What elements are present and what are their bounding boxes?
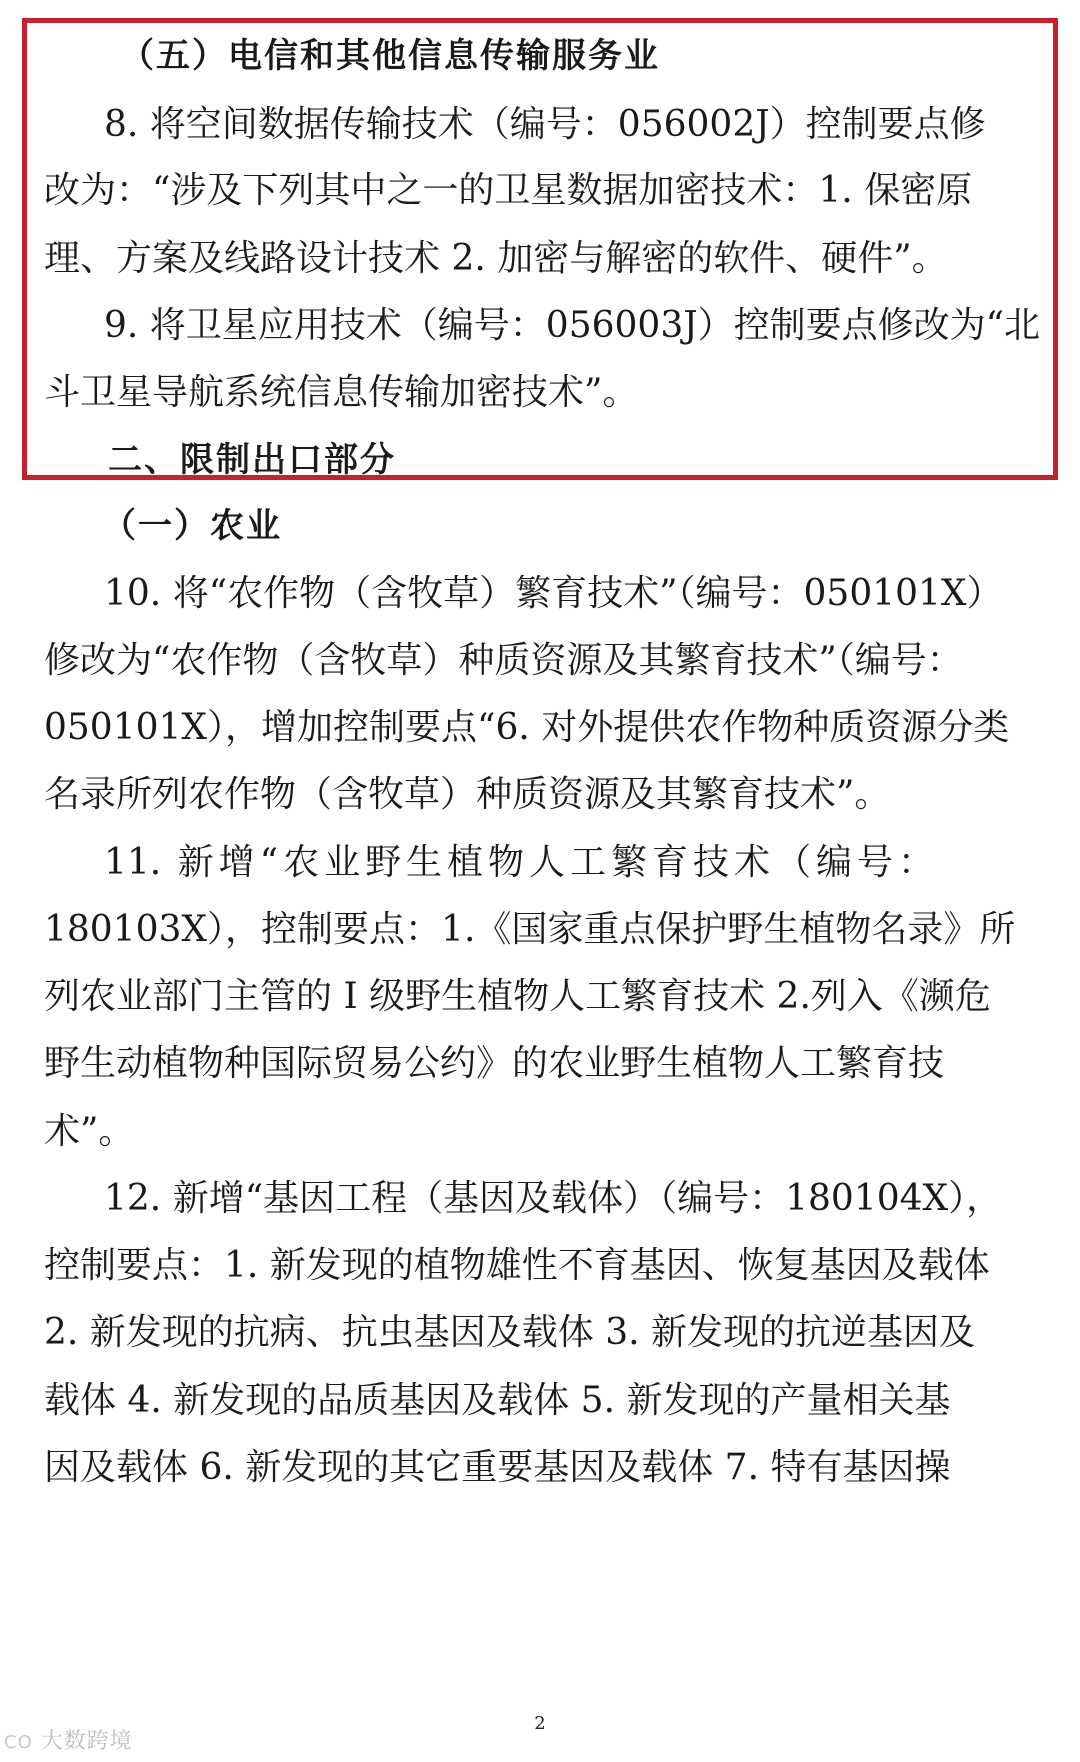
- item-12-line-5: 因及载体 6. 新发现的其它重要基因及载体 7. 特有基因操: [44, 1447, 951, 1488]
- item-8-line-1: 8. 将空间数据传输技术（编号：056002J）控制要点修: [104, 104, 986, 145]
- item-11-line-3: 列农业部门主管的 I 级野生植物人工繁育技术 2.列入《濒危: [44, 976, 991, 1017]
- item-9-line-1: 9. 将卫星应用技术（编号：056003J）控制要点修改为“北: [104, 305, 1041, 346]
- item-11-line-1: 11. 新增“农业野生植物人工繁育技术（编号：: [104, 842, 934, 883]
- item-12-line-3: 2. 新发现的抗病、抗虫基因及载体 3. 新发现的抗逆基因及: [44, 1312, 976, 1353]
- part-heading-restricted-export: 二、限制出口部分: [108, 440, 396, 480]
- watermark-text: 大数跨境: [40, 1729, 133, 1754]
- item-8-line-2: 改为：“涉及下列其中之一的卫星数据加密技术：1. 保密原: [44, 170, 973, 211]
- item-10-line-2: 修改为“农作物（含牧草）种质资源及其繁育技术”（编号：: [44, 640, 963, 681]
- item-11-line-2: 180103X），控制要点：1.《国家重点保护野生植物名录》所: [44, 909, 1016, 950]
- section-heading-telecom: （五）电信和其他信息传输服务业: [120, 36, 660, 76]
- item-12-line-4: 载体 4. 新发现的品质基因及载体 5. 新发现的产量相关基: [44, 1380, 951, 1421]
- section-heading-agriculture: （一）农业: [102, 506, 282, 546]
- watermark-logo-icon: CO: [4, 1732, 33, 1753]
- item-10-line-3: 050101X），增加控制要点“6. 对外提供农作物种质资源分类: [44, 707, 1010, 748]
- watermark: [4, 1724, 133, 1755]
- item-11-line-5: 术”。: [44, 1111, 135, 1152]
- item-8-line-3: 理、方案及线路设计技术 2. 加密与解密的软件、硬件”。: [44, 238, 948, 279]
- page-number: 2: [534, 1713, 546, 1734]
- item-9-line-2: 斗卫星导航系统信息传输加密技术”。: [44, 372, 639, 413]
- item-10-line-4: 名录所列农作物（含牧草）种质资源及其繁育技术”。: [44, 774, 891, 815]
- item-10-line-1: 10. 将“农作物（含牧草）繁育技术”（编号：050101X）: [104, 573, 1003, 614]
- item-12-line-1: 12. 新增“基因工程（基因及载体）（编号：180104X），: [104, 1178, 1003, 1219]
- item-11-line-4: 野生动植物种国际贸易公约》的农业野生植物人工繁育技: [44, 1043, 945, 1084]
- item-12-line-2: 控制要点：1. 新发现的植物雄性不育基因、恢复基因及载体: [44, 1245, 990, 1286]
